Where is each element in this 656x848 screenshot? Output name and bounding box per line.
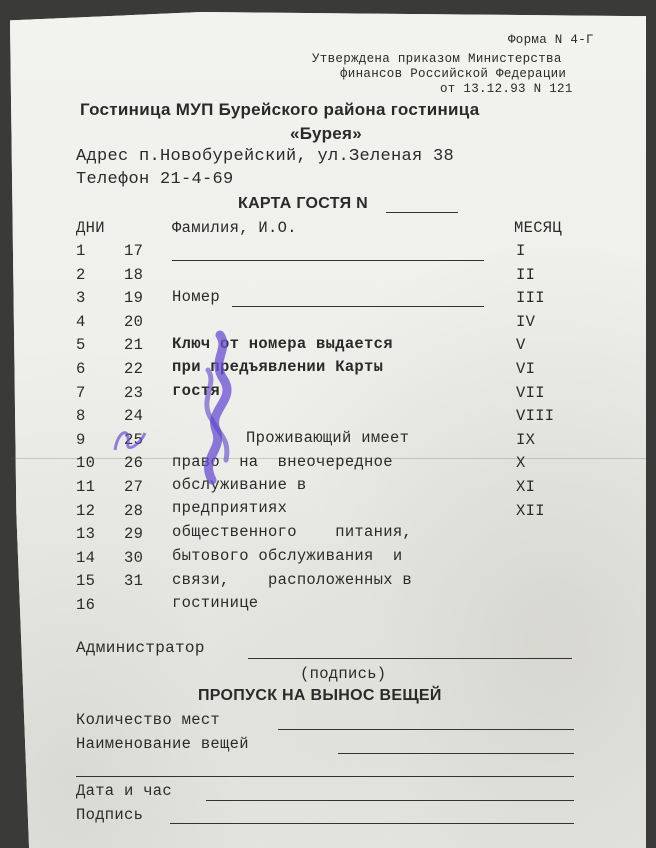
items-line bbox=[338, 753, 574, 754]
day-number: 18 bbox=[124, 266, 144, 284]
service-text-6: бытового обслуживания и bbox=[172, 547, 403, 565]
month-numeral: VIII bbox=[516, 407, 555, 425]
hotel-phone: Телефон 21-4-69 bbox=[76, 170, 234, 189]
month-numeral: X bbox=[516, 454, 526, 472]
day-number: 11 bbox=[76, 478, 96, 496]
day-number: 8 bbox=[76, 407, 86, 425]
places-line bbox=[278, 729, 574, 730]
approval-line-3: от 13.12.93 N 121 bbox=[440, 82, 573, 96]
month-numeral: V bbox=[516, 336, 526, 354]
service-text-4: предприятиях bbox=[172, 499, 288, 517]
day-number: 26 bbox=[124, 454, 144, 472]
month-numeral: VII bbox=[516, 384, 545, 402]
day-number: 30 bbox=[124, 549, 144, 567]
card-number-line bbox=[386, 212, 458, 213]
month-numeral: IX bbox=[516, 431, 536, 449]
signature-label: Подпись bbox=[76, 806, 144, 824]
datetime-line bbox=[206, 800, 574, 801]
hotel-name-line-1: Гостиница МУП Бурейского района гостиница bbox=[80, 100, 480, 119]
signature-caption: (подпись) bbox=[300, 665, 387, 683]
key-text-1: Ключ от номера выдается bbox=[172, 335, 393, 353]
form-number: Форма N 4-Г bbox=[508, 33, 594, 47]
day-number: 17 bbox=[124, 242, 144, 260]
room-label: Номер bbox=[172, 288, 221, 306]
day-number: 22 bbox=[124, 360, 144, 378]
name-header: Фамилия, И.О. bbox=[172, 219, 297, 237]
day-number: 7 bbox=[76, 384, 86, 402]
day-number: 16 bbox=[76, 596, 96, 614]
service-text-3: обслуживание в bbox=[172, 476, 307, 494]
month-numeral: II bbox=[516, 266, 536, 284]
month-numeral: VI bbox=[516, 360, 536, 378]
approval-line-1: Утверждена приказом Министерства bbox=[312, 52, 562, 66]
day-number: 21 bbox=[124, 336, 144, 354]
card-title: КАРТА ГОСТЯ N bbox=[238, 195, 368, 212]
day-number: 13 bbox=[76, 525, 96, 543]
key-text-3: гостя bbox=[172, 382, 221, 400]
approval-line-2: финансов Российской Федерации bbox=[340, 67, 567, 81]
day-number: 10 bbox=[76, 454, 96, 472]
ink-mark bbox=[110, 425, 150, 455]
hotel-name-line-2: «Бурея» bbox=[290, 124, 362, 143]
items-label: Наименование вещей bbox=[76, 735, 249, 753]
items-line-2 bbox=[76, 776, 574, 777]
ink-stamp bbox=[190, 330, 250, 490]
day-number: 23 bbox=[124, 384, 144, 402]
day-number: 14 bbox=[76, 549, 96, 567]
day-number: 29 bbox=[124, 525, 144, 543]
month-numeral: XI bbox=[516, 478, 536, 496]
month-numeral: XII bbox=[516, 502, 545, 520]
day-number: 3 bbox=[76, 289, 86, 307]
signature-line bbox=[170, 823, 574, 824]
month-numeral: III bbox=[516, 289, 545, 307]
day-number: 25 bbox=[124, 431, 144, 449]
datetime-label: Дата и час bbox=[76, 782, 173, 800]
service-text-2: право на внеочередное bbox=[172, 453, 393, 471]
day-number: 12 bbox=[76, 502, 96, 520]
month-header: МЕСЯЦ bbox=[514, 219, 563, 237]
day-number: 20 bbox=[124, 313, 144, 331]
day-number: 27 bbox=[124, 478, 144, 496]
day-number: 9 bbox=[76, 431, 86, 449]
service-text-7: связи, расположенных в bbox=[172, 571, 413, 589]
day-number: 4 bbox=[76, 313, 86, 331]
administrator-label: Администратор bbox=[76, 639, 205, 657]
pass-title: ПРОПУСК НА ВЫНОС ВЕЩЕЙ bbox=[198, 687, 442, 704]
day-number: 1 bbox=[76, 242, 86, 260]
key-text-2: при предъявлении Карты bbox=[172, 358, 384, 376]
day-number: 19 bbox=[124, 289, 144, 307]
hotel-address: Адрес п.Новобурейский, ул.Зеленая 38 bbox=[76, 147, 455, 166]
day-number: 6 bbox=[76, 360, 86, 378]
day-number: 24 bbox=[124, 407, 144, 425]
day-number: 15 bbox=[76, 572, 96, 590]
room-number-line bbox=[232, 306, 484, 307]
day-number: 5 bbox=[76, 336, 86, 354]
month-numeral: IV bbox=[516, 313, 536, 331]
places-label: Количество мест bbox=[76, 711, 221, 729]
administrator-signature-line bbox=[248, 658, 572, 659]
month-numeral: I bbox=[516, 242, 526, 260]
day-number: 31 bbox=[124, 572, 144, 590]
service-text-8: гостинице bbox=[172, 594, 259, 612]
days-header: ДНИ bbox=[76, 219, 105, 237]
day-number: 2 bbox=[76, 266, 86, 284]
guest-name-line bbox=[172, 260, 484, 261]
service-text-5: общественного питания, bbox=[172, 523, 413, 541]
day-number: 28 bbox=[124, 502, 144, 520]
service-text-1: Проживающий имеет bbox=[246, 429, 410, 447]
